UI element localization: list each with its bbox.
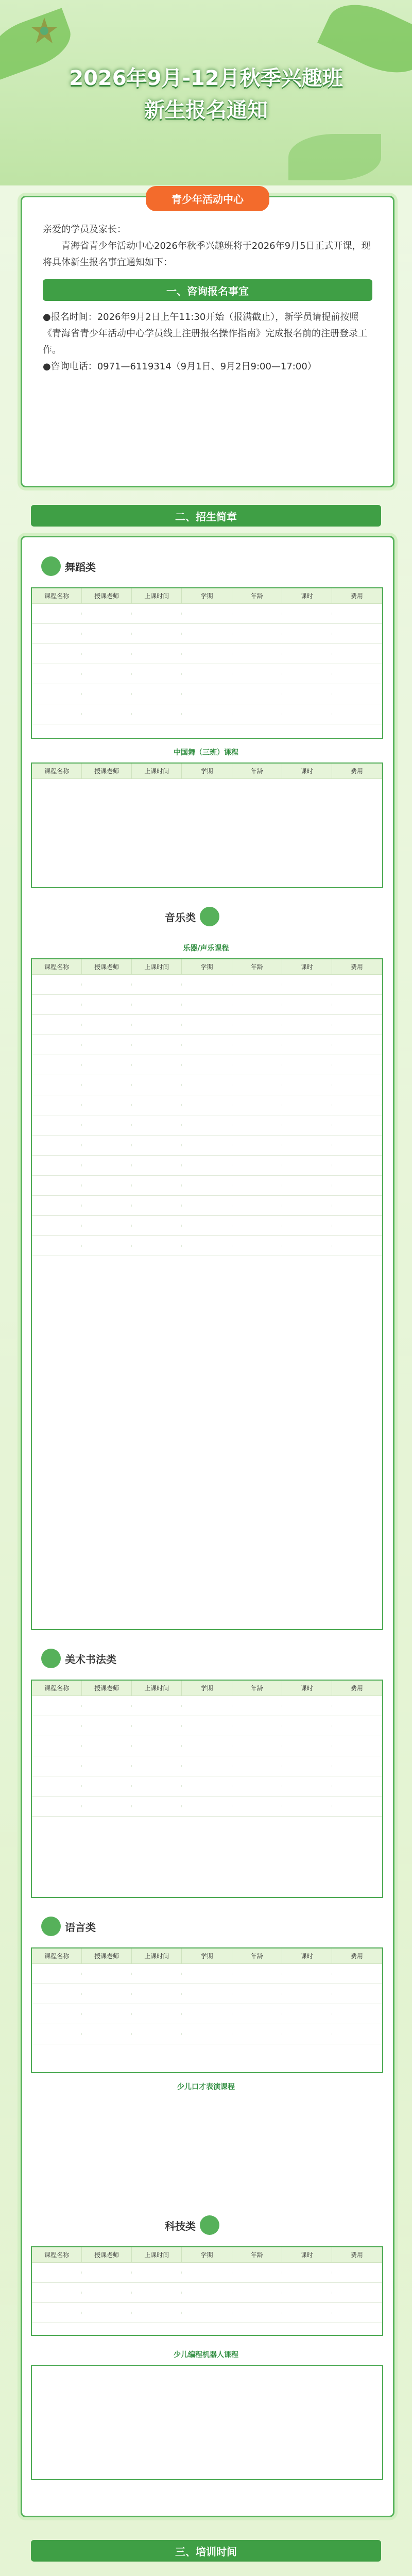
table-row bbox=[32, 1776, 382, 1797]
section-title: 二、招生简章 bbox=[31, 505, 381, 527]
section-title: 三、培训时间 bbox=[31, 2540, 381, 2562]
category-label: 音乐类 bbox=[165, 907, 219, 926]
page-title: 2026年9月-12月秋季兴趣班 bbox=[69, 66, 343, 90]
table-header: 课程名称 授课老师 上课时间 学期 年龄 课时 费用 bbox=[32, 1948, 382, 1964]
table-subtitle: 少儿编程机器人课程 bbox=[174, 2351, 238, 2359]
table-row bbox=[32, 624, 382, 644]
table-row bbox=[32, 2303, 382, 2323]
table-row bbox=[32, 1196, 382, 1216]
category-label: 美术书法类 bbox=[41, 1649, 116, 1668]
table-row bbox=[32, 1075, 382, 1095]
table-row bbox=[32, 664, 382, 684]
table-row bbox=[32, 1716, 382, 1736]
table-row bbox=[32, 2024, 382, 2044]
language-icon bbox=[41, 1917, 61, 1936]
table-row bbox=[32, 644, 382, 664]
table-dance bbox=[31, 587, 383, 739]
leaf-decoration bbox=[288, 134, 381, 180]
table-header: 课程名称 授课老师 上课时间 学期 年龄 课时 费用 bbox=[32, 2247, 382, 2263]
table-row bbox=[32, 1115, 382, 1136]
greeting-text: 亲爱的学员及家长： bbox=[43, 224, 126, 235]
table-tech bbox=[31, 2246, 383, 2336]
section-title: 一、咨询报名事宜 bbox=[43, 279, 372, 301]
table-row bbox=[32, 1176, 382, 1196]
hero-banner bbox=[0, 0, 412, 185]
art-icon bbox=[41, 1649, 61, 1668]
table-row bbox=[32, 1696, 382, 1716]
table-row bbox=[32, 1984, 382, 2004]
table-row bbox=[32, 1035, 382, 1055]
table-header: 课程名称 授课老师 上课时间 学期 年龄 课时 费用 bbox=[32, 1681, 382, 1696]
table-row bbox=[32, 1216, 382, 1236]
category-label: 语言类 bbox=[41, 1917, 96, 1936]
table-row bbox=[32, 704, 382, 724]
table-music bbox=[31, 958, 383, 1630]
intro-badge-wrap bbox=[22, 186, 393, 211]
intro-badge: 青少年活动中心 bbox=[146, 186, 269, 211]
table-row bbox=[32, 684, 382, 704]
table-row bbox=[32, 604, 382, 624]
table-tech-2 bbox=[31, 2365, 383, 2480]
table-row bbox=[32, 1136, 382, 1156]
tech-icon bbox=[200, 2215, 219, 2235]
category-label: 舞蹈类 bbox=[41, 556, 96, 576]
consult-phone-text: ●咨询电话：0971—6119314（9月1日、9月2日9:00—17:00） bbox=[43, 361, 317, 372]
dance-icon bbox=[41, 556, 61, 576]
table-row bbox=[32, 1095, 382, 1115]
music-icon bbox=[200, 907, 219, 926]
table-row bbox=[32, 2263, 382, 2283]
table-dance-2 bbox=[31, 762, 383, 888]
table-language bbox=[31, 1947, 383, 2073]
table-art bbox=[31, 1680, 383, 1898]
table-header: 课程名称 授课老师 上课时间 学期 年龄 课时 费用 bbox=[32, 588, 382, 604]
category-label: 科技类 bbox=[165, 2215, 219, 2235]
table-row bbox=[32, 1756, 382, 1776]
table-header: 课程名称 授课老师 上课时间 学期 年龄 课时 费用 bbox=[32, 959, 382, 975]
intro-text: 青海省青少年活动中心2026年秋季兴趣班将于2026年9月5日正式开课，现将具体新生报名事宜通知如下： bbox=[43, 241, 371, 268]
table-row bbox=[32, 1236, 382, 1256]
table-subtitle: 中国舞（三班）课程 bbox=[174, 749, 238, 757]
table-row bbox=[32, 2004, 382, 2024]
table-subtitle: 少儿口才表演课程 bbox=[177, 2083, 235, 2091]
table-row bbox=[32, 1964, 382, 1984]
table-subtitle: 乐器/声乐课程 bbox=[183, 944, 229, 953]
table-row bbox=[32, 1156, 382, 1176]
table-row bbox=[32, 1797, 382, 1817]
table-row bbox=[32, 1736, 382, 1756]
page-subtitle: 新生报名通知 bbox=[144, 98, 268, 122]
intro-card bbox=[21, 193, 394, 487]
table-row bbox=[32, 995, 382, 1015]
table-row bbox=[32, 1055, 382, 1075]
table-row bbox=[32, 975, 382, 995]
table-row bbox=[32, 1015, 382, 1035]
table-row bbox=[32, 2283, 382, 2303]
enroll-time-text: ●报名时间：2026年9月2日上午11:30开始（报满截止），新学员请提前按照《青海省青少年活动中心学员线上注册报名操作指南》完成报名前的注册登录工作。 bbox=[43, 312, 367, 355]
table-header: 课程名称 授课老师 上课时间 学期 年龄 课时 费用 bbox=[32, 764, 382, 779]
